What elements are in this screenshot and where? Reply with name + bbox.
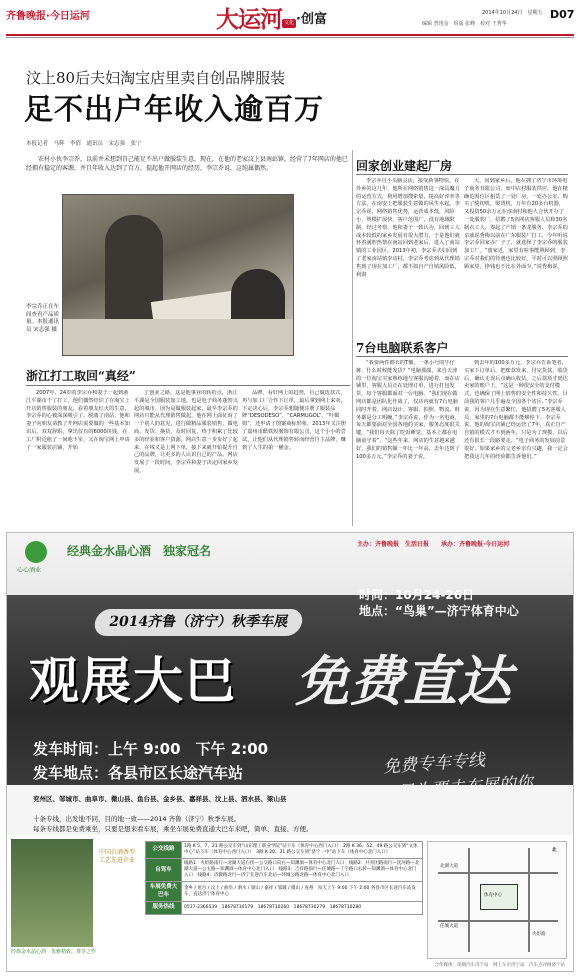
article-photo xyxy=(62,194,294,356)
section-heading-2: 回家创业建起厂房 xyxy=(356,159,453,173)
route-label: 车展免费大巴车 xyxy=(146,882,182,902)
ad-info xyxy=(33,815,553,835)
masthead-left: 齐鲁晚报·今日运河 xyxy=(6,11,90,22)
map-road xyxy=(438,872,558,874)
table-row xyxy=(146,882,423,902)
section-rule-3 xyxy=(356,356,568,357)
departure-time: 发车时间：上午 9:00 下午 2:00 xyxy=(33,740,269,758)
venue-map xyxy=(427,841,567,959)
article-byline: 本报记者 马辉 李倩 通讯员 宋志强 张宁 xyxy=(26,141,142,147)
map-label-road1: 北湖大道 xyxy=(440,864,458,869)
map-north-label: 北 xyxy=(552,848,557,853)
brand-logo-text: 心心酒业 xyxy=(17,567,42,574)
section-subtitle: ·创富 xyxy=(296,12,327,27)
page-number: D07 xyxy=(550,8,575,21)
map-road xyxy=(438,920,558,922)
section-1-column-3: 品牌，看好网上的趋势，自己做选款式，再与加工厂合作下订单，最后拿到网上来卖。下定决心后，李宗乔想随便注册了服装品牌“DESODESO”、“CARMUGOL”、“叶媚姆”，还申请了图案商标形象，2013年又注册了嘉州市酷铁短服饰有限公司，这个小小的尝试，让他们从代理销售转而经营自主品牌，赚到了人生的第一桶金。 xyxy=(242,390,347,451)
routes-table xyxy=(145,841,423,915)
product-vertical-text: 中国白酒香型工艺先进企业 xyxy=(99,849,136,865)
header-rule-thin xyxy=(6,37,574,38)
liquor-bottle-image xyxy=(11,839,93,947)
map-label-road2: 火炬路 xyxy=(532,932,546,937)
section-2-column-1: 李宗乔自小头脑灵活，接受新事物快，在外乡的这几年，他所在网络销售这一深具魔力的运营方式，利用增加搜索量，提高好评率等方法，在南安上把服装生意做的风生水起。李宗乔说，网络销售优势，运营成本低，风险小，规模扩展快，客户范围广，没有地域限制，经过考察，他和妻子一致认为，回到工人成本较低的家乡发展有很大潜力，于是他们就怀着满腔热情在南站回到老家后，进入了南站镇的工业园区。2013年初，李宗乔夫妇回到了老家南站镇李店村，李宗乔考虑到从代理销售到了现在加工厂，都不如自产自销风险低，利润 xyxy=(356,178,460,278)
section-1-column-1: 2007年，24岁的李宗乔和妻子一起到浙江平湖市干了打工，他们偶然结识了在淘宝上开店销售服装的朋友，看着朋友红火的生意，李宗乔的心被深深吸引了。脱离了南站，他和妻子向朋友请教了开网店需要做的一些基本知识后，双双辞职，拿出仅有的6000块钱，在工厂附近租了一间地下室，又在淘宝网上申请了一家服装店铺，开始 xyxy=(26,390,130,451)
section-2-column-2: 大，回到家乡后，他在拥了济宁市环境电子商务有限公司，而中店村服装供应，他在精确范围位区租赁了一处厂房，一处办公室，购买了缝纫机，熨烫机，万年有20多台机器，又投资50余万元在淳南村和他人合伙开办了一处服装厂，招聘了5名网店客服人员和30名制衣工人，筹起了产销一条龙服务。李宗乔的亲戚说秀梅以前在广东服装厂打工，今年听说李宗乔回家办厂子了，就选择了李宗乔的服装加工厂。“离家近，家里有啥事能照顾到，李宗乔对我们的待遇也比较好，平时可以照顾照顾家里，挣钱也不比在外面少。”说秀梅说。 xyxy=(464,178,568,270)
route-text: 线路1：火炬路南行—北湖大道右拐—公交路口向右—知渊酒—体育中心北门入口 线路2：共青团路南行—洸河路—北湖大道—公主路—知渊酒—体育中心北门入口 线路3：吉祥路南行—任城路—丁字路口右转—知渊酒—体育中心北门入口 线路4：济微路北行—济宁长途汽车北站—环城公路北路—体育中心北门入口 xyxy=(182,859,423,882)
route-text: 0537-2366539 18678730179 18678730260 18678730279 18678730280 xyxy=(182,902,423,914)
section-title: 大运河 xyxy=(216,6,282,33)
table-row xyxy=(146,842,423,859)
section-1-column-2: 了创业之路。这是他事业的转折点，浙江平湖是全国服装加工地，也是电子商务蓬勃兴起的城市，因为是做服装起家，最早李宗乔的网店只能从代理销售做起，他在网上面征询了一个别人的意见，进行做精品服装销售，做电商，发货、换货，及时回复，终于积累了比较多的经验和客户资源。网店生意一步步好了起来，在线又是上网下单，接下来就开始提升自己的品牌，让更多的人认识自己的产品。网店发展了一段时间，李宗乔和妻子决定回家乡发展。 xyxy=(134,390,238,474)
ad-info-line-1: 十条专线，出发地不同，目的地一致——2014 齐鲁（济宁）秋季车展。 xyxy=(33,815,241,823)
ad-big-title-right: 免费直达 xyxy=(295,649,511,713)
section-heading-1: 浙江打工取回“真经” xyxy=(26,369,136,383)
editor-credits: 编辑 曾现金 组版 张峰 校对 王秀华 xyxy=(422,21,507,27)
issue-date: 2014年10月24日 星期五 xyxy=(482,10,543,16)
publication-name: 齐鲁晚报 xyxy=(6,11,46,22)
table-row xyxy=(146,859,423,882)
event-name: 2014齐鲁（济宁）秋季车展 xyxy=(93,609,305,636)
table-row xyxy=(146,902,423,914)
map-label-center: 体育中心 xyxy=(484,893,502,898)
photo-sewing-machine xyxy=(63,319,294,356)
product-text: 经典金水晶心酒 优雅精致，尊享之作 xyxy=(11,949,97,955)
event-place: 地点：“鸟巢”—济宁体育中心 xyxy=(359,604,519,618)
ad-bottom xyxy=(7,835,573,972)
column-divider xyxy=(352,150,353,526)
ad-big-title-left: 观展大巴 xyxy=(29,651,237,710)
section-rule-1 xyxy=(26,385,350,386)
brand-logo-icon xyxy=(25,541,47,563)
header-rule xyxy=(6,34,574,36)
route-label: 服务热线 xyxy=(146,902,182,914)
section-3-column-1: “我要两件棉衣的T恤，一条小号的牛仔裤，什么时候能发货？”电脑那端，来自天津的一位淘宝买家熟练地与客服沟通着，而在店铺里，客服人员正在处理订单，进行打包发货，每个客服都面对一台电脑。“我们现在做网店都是团队化作战了，仅店内就有7台电脑同时开着，网店设计、客服、拍照、物流、财务都是分工明确，”李宗乔说，作为一名电商，每天都要面对全国各地的买家，服务态度很关键。“我们每天除了吃饭睡觉，基本上都在电脑前守着”。“这些年来，网店的生意越来越好，我们的销售额一年比一年高，去年达到了100多万元。”李宗乔的妻子说。 xyxy=(356,360,460,460)
route-text: 金乡 / 鱼台 / 汶上 / 曲阜 / 泗水 / 梁山 / 嘉祥 / 邹城 / 微山 / 兖州 每天上午 9:00 下午 2:00 各县市区长途汽车站发车，直达济宁体育中心 xyxy=(182,882,423,902)
ad-info-line-2: 每条专线都是免费乘坐，只要是想来看车展，乘坐车展免费直通大巴车来吧，简单、直接、方便。 xyxy=(33,824,313,833)
ad-sponsor: 主办：齐鲁晚报 生活日报 承办：齐鲁晚报·今日运河 xyxy=(357,541,510,548)
map-label-road3: 任城大道 xyxy=(440,924,458,929)
map-road xyxy=(528,848,530,952)
map-road xyxy=(468,848,470,952)
section-badge: 文化 xyxy=(284,20,295,26)
edition-name: 今日运河 xyxy=(49,11,90,22)
ad-slogan: 经典金水晶心酒 独家冠名 xyxy=(67,544,212,558)
route-label: 公交线路 xyxy=(146,842,182,859)
section-heading-3: 7台电脑联系客户 xyxy=(356,341,449,355)
section-3-column-2: 到去年的100多万元，李宗乔告诉笔者，买家下订单后，把账款发来，付完货款，收货后，确认无误后点确认收货，之后款项才到达卖家的账户上，“这是一种很安全的支付模式，也确保了网上销售的安全性和持久性。目前我的客户几乎遍及全国各个省区。”李宗乔说，因为现在生意繁忙，他招聘了5名客服人员，家里的7台电脑都不能够停下。李宗乔说，他的淘宝店铺已经运营了7年，真正自产自销的模式才不到两年，只是为了规模，以后还有很长一段路要走。“电子商务的发展前景很好，如果家乡的父老乡亲有兴趣，我一定会把我这几年的经验都告诉他们。” xyxy=(464,360,568,460)
photo-caption: 李宗乔正在车间查看产品质量。本报通讯员 宋志强 摄 xyxy=(26,304,60,334)
ad-footer: 合作媒体：凤凰汽车济宁站 网上车市济宁站 汽车点评网济宁站 xyxy=(434,963,565,968)
event-date: 时间：10月24-26日 xyxy=(359,588,475,602)
ad-counties: 兖州区、邹城市、曲阜市、微山县、鱼台县、金乡县、嘉祥县、汶上县、泗水县、梁山县 xyxy=(33,795,287,803)
car-show-advertisement xyxy=(6,532,574,972)
route-label: 自驾车 xyxy=(146,859,182,882)
ad-script-line-1: 免费专车专线 xyxy=(382,750,486,778)
article-subhead: 汶上80后夫妇淘宝店里卖自创品牌服装 xyxy=(26,69,286,87)
departure-place: 发车地点：各县市区长途汽车站 xyxy=(33,764,244,782)
route-text: 1路 K 5、7、21 路公交车到“山东理工职业学院”站下车（体育中心西门入口） 2路 K 36、52、49 路公交车到“文体中心”站下车（体育中心西门入口） 3路 K 20、31 路公交车到“济宁一中”站下车（体育中心北门入口） xyxy=(182,842,423,859)
section-rule-2 xyxy=(356,174,568,175)
article-headline: 足不出户年收入逾百万 xyxy=(24,92,325,126)
section-masthead xyxy=(216,4,327,35)
article-lead: 农村小伙李宗乔，以前并未想到自己能足不出户做服装生意，现在，在他的老家汶上县南站镇，经营了7年网店的他已经拥有稳定的客源，并且年收入达到了百万，提起他开网店的经历，李宗乔说，这纯属偶然。 xyxy=(26,156,348,172)
